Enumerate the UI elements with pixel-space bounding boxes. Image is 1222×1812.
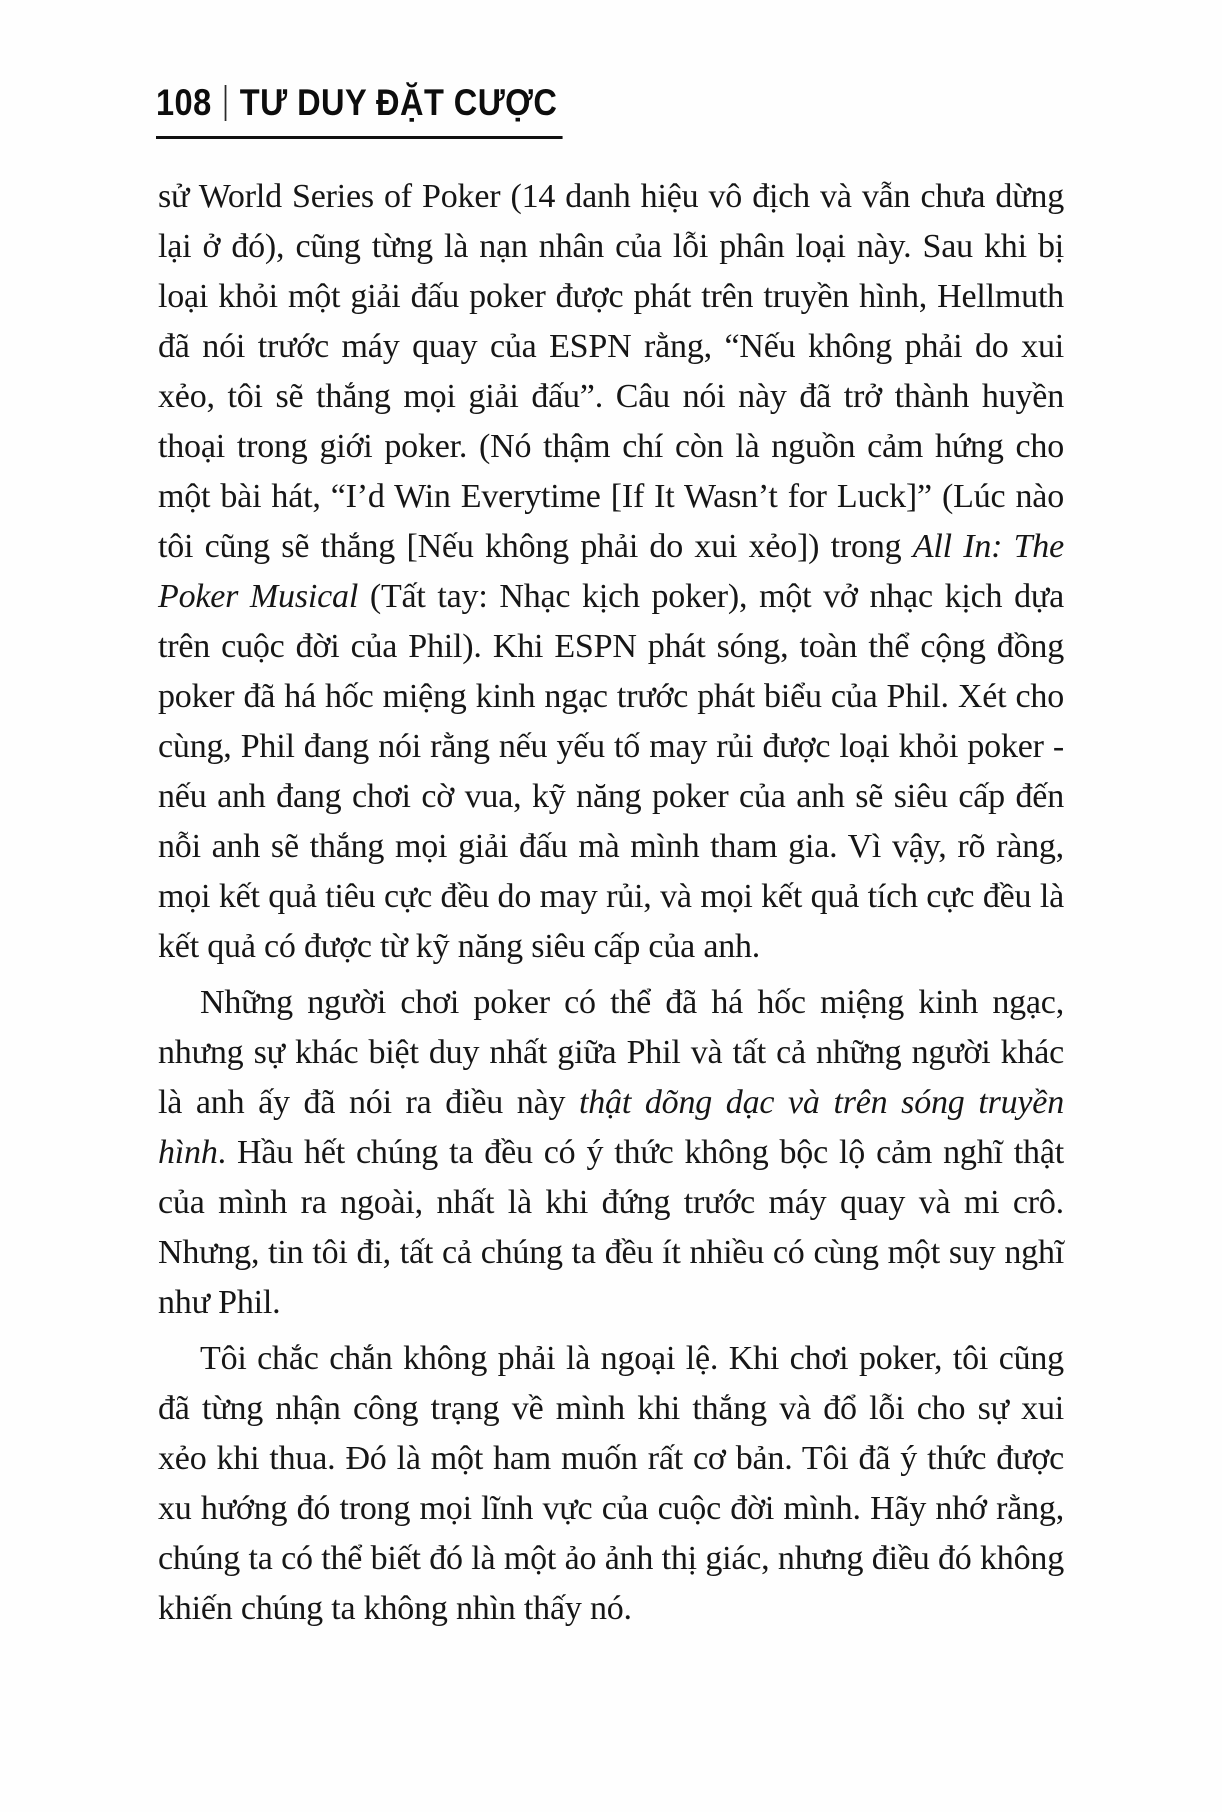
italic-text-run: All In: The Poker Musical xyxy=(158,528,1064,615)
paragraph-3 xyxy=(158,1334,1064,1634)
running-title: TƯ DUY ĐẶT CƯỢC xyxy=(239,82,558,123)
text-run: (Tất tay: Nhạc kịch poker), một vở nhạc kịch dựa trên cuộc đời của Phil). Khi ESPN phát sóng, toàn thể cộng đồng poker đã há hốc miệng kinh ngạc trước phát biểu của Phil. Xét cho cùng, Phil đang nói rằng nếu yếu tố may rủi được loại khỏi poker - nếu anh đang chơi cờ vua, kỹ năng poker của anh sẽ siêu cấp đến nỗi anh sẽ thắng mọi giải đấu mà mình tham gia. Vì vậy, rõ ràng, mọi kết quả tiêu cực đều do may rủi, và mọi kết quả tích cực đều là kết quả có được từ kỹ năng siêu cấp của anh. xyxy=(158,578,1064,965)
text-run: . Hầu hết chúng ta đều có ý thức không bộc lộ cảm nghĩ thật của mình ra ngoài, nhất là khi đứng trước máy quay và mi crô. Nhưng, tin tôi đi, tất cả chúng ta đều ít nhiều có cùng một suy nghĩ như Phil. xyxy=(158,1134,1064,1321)
italic-text-run: thật dõng dạc và trên sóng truyền hình xyxy=(158,1084,1064,1171)
page-body xyxy=(158,172,1064,1640)
text-run: Tôi chắc chắn không phải là ngoại lệ. Khi chơi poker, tôi cũng đã từng nhận công trạng về mình khi thắng và đổ lỗi cho sự xui xẻo khi thua. Đó là một ham muốn rất cơ bản. Tôi đã ý thức được xu hướng đó trong mọi lĩnh vực của cuộc đời mình. Hãy nhớ rằng, chúng ta có thể biết đó là một ảo ảnh thị giác, nhưng điều đó không khiến chúng ta không nhìn thấy nó. xyxy=(158,1340,1064,1627)
text-run: Những người chơi poker có thể đã há hốc miệng kinh ngạc, nhưng sự khác biệt duy nhất giữa Phil và tất cả những người khác là anh ấy đã nói ra điều này xyxy=(158,984,1064,1121)
text-run: sử World Series of Poker (14 danh hiệu vô địch và vẫn chưa dừng lại ở đó), cũng từng là nạn nhân của lỗi phân loại này. Sau khi bị loại khỏi một giải đấu poker được phát trên truyền hình, Hellmuth đã nói trước máy quay của ESPN rằng, “Nếu không phải do xui xẻo, tôi sẽ thắng mọi giải đấu”. Câu nói này đã trở thành huyền thoại trong giới poker. (Nó thậm chí còn là nguồn cảm hứng cho một bài hát, “I’d Win Everytime [If It Wasn’t for Luck]” (Lúc nào tôi cũng sẽ thắng [Nếu không phải do xui xẻo]) trong xyxy=(158,178,1064,565)
page-number: 108 xyxy=(156,82,212,123)
paragraph-1 xyxy=(158,172,1064,972)
header-separator-line xyxy=(225,85,227,121)
paragraph-2 xyxy=(158,978,1064,1328)
header-rule-group xyxy=(156,82,563,139)
page-header xyxy=(156,82,618,139)
